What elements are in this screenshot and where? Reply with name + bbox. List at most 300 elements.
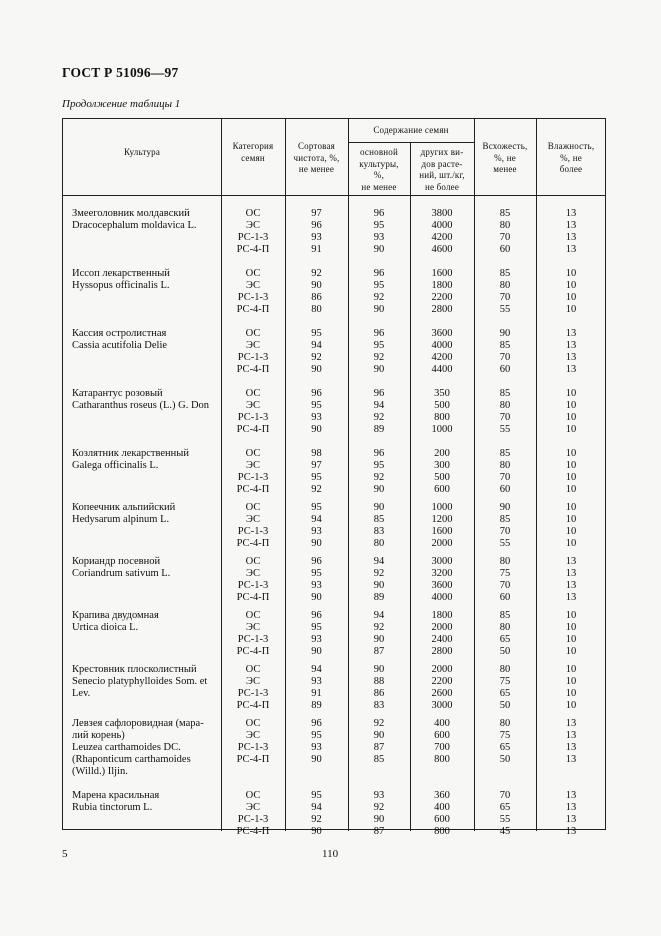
culture-name-line: Копеечник альпийский [72,502,176,513]
category-cell [221,790,285,838]
germination-cell-value: 65 [499,634,511,645]
category-cell-value: РС-4-П [236,364,270,375]
header-divider [63,195,605,196]
other-species-cell-value: 500 [434,472,450,483]
purity-cell-value: 91 [311,244,322,255]
other-species-cell-value: 3600 [431,580,453,591]
germination-cell-value: 65 [499,742,511,753]
moisture-cell-value: 13 [565,730,577,741]
germination-cell-value: 70 [499,472,511,483]
category-cell-value: ЭС [246,568,260,579]
culture-name-line: Cassia acutifolia Delie [72,340,168,351]
germination-cell-value: 85 [499,208,511,219]
category-cell-value: РС-4-П [236,646,270,657]
other-species-cell-value: 4400 [431,364,453,375]
moisture-cell-value: 10 [565,292,577,303]
main-culture-cell-value: 96 [373,448,385,459]
category-cell-value: РС-1-3 [237,232,269,243]
purity-cell-value: 94 [311,802,322,813]
germination-cell-value: 60 [499,244,511,255]
moisture-cell-value: 10 [565,304,577,315]
main-culture-cell-value: 83 [373,700,385,711]
purity-cell-value: 90 [311,754,322,765]
germination-cell-value: 80 [499,280,511,291]
moisture-cell-value: 13 [565,568,577,579]
main-culture-cell-value: 95 [373,340,385,351]
germination-cell [474,448,536,496]
main-culture-cell-value: 96 [373,208,385,219]
other-species-cell-value: 3000 [431,556,453,567]
germination-cell-value: 90 [499,328,511,339]
moisture-cell [536,664,606,712]
purity-cell-value: 90 [311,364,322,375]
main-culture-cell-value: 88 [373,676,385,687]
culture-name [72,790,159,814]
category-cell-value: РС-4-П [236,826,270,837]
category-cell-value: ЭС [246,340,260,351]
moisture-cell [536,790,606,838]
other-species-cell [410,664,474,712]
culture-name [72,556,170,580]
category-cell-value: РС-1-3 [237,352,269,363]
header-culture: Культура [123,147,161,157]
germination-cell [474,328,536,376]
purity-cell-value: 96 [311,610,322,621]
main-culture-cell-value: 87 [373,742,385,753]
main-culture-cell [348,502,410,550]
main-culture-cell-value: 93 [373,790,385,801]
culture-name-line: Иссоп лекарственный [72,268,170,279]
culture-name-line: Марена красильная [72,790,160,801]
germination-cell-value: 85 [499,268,511,279]
germination-cell-value: 55 [499,424,511,435]
category-cell-value: РС-1-3 [237,814,269,825]
moisture-cell [536,328,606,376]
main-culture-cell-value: 87 [373,646,385,657]
main-culture-cell-value: 80 [373,538,385,549]
moisture-cell [536,556,606,604]
main-culture-cell-value: 90 [373,634,385,645]
culture-name-line: Кориандр посевной [72,556,161,567]
moisture-cell-value: 13 [565,814,577,825]
purity-cell-value: 80 [311,304,322,315]
main-culture-cell-value: 94 [373,556,385,567]
other-species-cell-value: 1800 [431,280,453,291]
other-species-cell [410,208,474,256]
moisture-cell-value: 13 [565,718,577,729]
main-culture-cell-value: 90 [373,580,385,591]
moisture-cell [536,208,606,256]
germination-cell-value: 50 [499,700,511,711]
moisture-cell-value: 10 [565,538,577,549]
main-culture-cell-value: 92 [373,622,385,633]
culture-name-line: Крапива двудомная [72,610,159,621]
purity-cell [285,556,348,604]
culture-name-line: (Rhaponticum carthamoides [72,754,191,765]
purity-cell-value: 90 [311,538,322,549]
category-cell-value: ЭС [246,280,260,291]
category-cell-value: ОС [245,556,261,567]
purity-cell-value: 96 [311,718,322,729]
header-germination: Всхожесть, %, не менее [482,141,528,174]
purity-cell-value: 96 [311,388,322,399]
other-species-cell [410,502,474,550]
category-cell-value: РС-4-П [236,484,270,495]
moisture-cell-value: 13 [565,244,577,255]
culture-name-line: Catharanthus roseus (L.) G. Don [72,400,210,411]
main-culture-cell-value: 90 [373,304,385,315]
culture-name-line: Змееголовник молдавский [72,208,190,219]
category-cell-value: РС-4-П [236,538,270,549]
category-cell-value: РС-4-П [236,700,270,711]
germination-cell-value: 85 [499,388,511,399]
moisture-cell-value: 10 [565,700,577,711]
other-species-cell-value: 3000 [431,700,453,711]
other-species-cell-value: 4200 [431,232,453,243]
category-cell-value: ЭС [246,220,260,231]
moisture-cell-value: 10 [565,472,577,483]
culture-name [72,448,189,472]
germination-cell-value: 80 [499,664,511,675]
purity-cell-value: 95 [311,472,322,483]
culture-name [72,502,175,526]
culture-name [72,268,170,292]
main-culture-cell-value: 95 [373,220,385,231]
moisture-cell-value: 10 [565,424,577,435]
other-species-cell-value: 600 [434,814,450,825]
main-culture-cell-value: 92 [373,568,385,579]
moisture-cell-value: 13 [565,328,577,339]
germination-cell-value: 70 [499,352,511,363]
main-culture-cell [348,448,410,496]
other-species-cell-value: 800 [434,412,450,423]
moisture-cell-value: 10 [565,280,577,291]
category-cell-value: ЭС [246,802,260,813]
header-seed-content: Содержание семян [373,125,449,135]
germination-cell-value: 70 [499,790,511,801]
moisture-cell-value: 13 [565,556,577,567]
germination-cell [474,556,536,604]
purity-cell [285,328,348,376]
purity-cell-value: 93 [311,742,322,753]
moisture-cell-value: 10 [565,388,577,399]
culture-name-line: Крестовник плосколистный [72,664,197,675]
moisture-cell-value: 13 [565,802,577,813]
moisture-cell [536,610,606,658]
purity-cell-value: 93 [311,676,322,687]
other-species-cell-value: 4200 [431,352,453,363]
moisture-cell-value: 13 [565,232,577,243]
other-species-cell-value: 500 [434,400,450,411]
germination-cell-value: 65 [499,802,511,813]
culture-name [72,664,207,700]
purity-cell [285,448,348,496]
header-main-culture: основной культуры, %, не менее [359,147,399,192]
main-culture-cell-value: 85 [373,754,385,765]
culture-name-line: Coriandrum sativum L. [72,568,171,579]
other-species-cell-value: 300 [434,460,450,471]
other-species-cell-value: 4000 [431,220,453,231]
other-species-cell-value: 3600 [431,328,453,339]
culture-name-line: Левзея сафлоровидная (мара- [72,718,204,729]
category-cell-value: ОС [245,664,261,675]
germination-cell-value: 85 [499,514,511,525]
main-culture-cell-value: 90 [373,484,385,495]
category-cell-value: ОС [245,718,261,729]
main-culture-cell [348,664,410,712]
moisture-cell-value: 10 [565,502,577,513]
footer-left-number: 5 [62,848,68,860]
other-species-cell [410,610,474,658]
moisture-cell-value: 13 [565,340,577,351]
other-species-cell-value: 1000 [431,502,453,513]
germination-cell-value: 80 [499,718,511,729]
main-culture-cell-value: 90 [373,814,385,825]
purity-cell-value: 95 [311,328,322,339]
culture-name-line: Leuzea carthamoides DC. [72,742,181,753]
other-species-cell-value: 2400 [431,634,453,645]
moisture-cell-value: 13 [565,592,577,603]
other-species-cell-value: 1600 [431,268,453,279]
moisture-cell-value: 10 [565,268,577,279]
other-species-cell-value: 3200 [431,568,453,579]
culture-name-line: Hedysarum alpinum L. [72,514,170,525]
germination-cell-value: 80 [499,556,511,567]
main-culture-cell-value: 95 [373,280,385,291]
moisture-cell [536,388,606,436]
moisture-cell-value: 13 [565,220,577,231]
other-species-cell-value: 1600 [431,526,453,537]
culture-name-line: Urtica dioica L. [72,622,139,633]
moisture-cell-value: 10 [565,484,577,495]
germination-cell-value: 55 [499,814,511,825]
culture-name-line: (Willd.) Iljin. [72,766,128,777]
category-cell [221,448,285,496]
germination-cell [474,268,536,316]
purity-cell [285,268,348,316]
other-species-cell-value: 2000 [431,664,453,675]
culture-name-line: Lev. [72,688,91,699]
germination-cell-value: 85 [499,610,511,621]
purity-cell-value: 92 [311,352,322,363]
header-category: Категория семян [232,141,274,163]
germination-cell-value: 70 [499,232,511,243]
category-cell-value: ОС [245,790,261,801]
culture-name-line: Galega officinalis L. [72,460,159,471]
main-culture-cell-value: 87 [373,826,385,837]
category-cell-value: РС-4-П [236,592,270,603]
main-culture-cell [348,268,410,316]
moisture-cell-value: 13 [565,364,577,375]
category-cell-value: ОС [245,328,261,339]
purity-cell-value: 97 [311,460,322,471]
other-species-cell [410,328,474,376]
main-culture-cell-value: 92 [373,412,385,423]
culture-name [72,328,167,352]
purity-cell-value: 98 [311,448,322,459]
category-cell-value: РС-1-3 [237,688,269,699]
purity-cell-value: 90 [311,826,322,837]
culture-name [72,718,204,778]
culture-name-line: Кассия остролистная [72,328,167,339]
category-cell-value: ЭС [246,400,260,411]
germination-cell-value: 80 [499,220,511,231]
category-cell-value: РС-1-3 [237,742,269,753]
purity-cell-value: 95 [311,790,322,801]
moisture-cell-value: 13 [565,352,577,363]
germination-cell-value: 50 [499,754,511,765]
category-cell-value: РС-4-П [236,424,270,435]
moisture-cell-value: 10 [565,664,577,675]
purity-cell-value: 92 [311,268,322,279]
purity-cell-value: 92 [311,814,322,825]
purity-cell [285,388,348,436]
main-culture-cell-value: 93 [373,232,385,243]
other-species-cell-value: 3800 [431,208,453,219]
category-cell-value: ЭС [246,622,260,633]
other-species-cell-value: 2600 [431,688,453,699]
main-culture-cell-value: 96 [373,328,385,339]
purity-cell-value: 90 [311,592,322,603]
purity-cell [285,208,348,256]
germination-cell [474,502,536,550]
moisture-cell [536,448,606,496]
germination-cell [474,790,536,838]
germination-cell-value: 75 [499,676,511,687]
main-culture-cell [348,610,410,658]
germination-cell [474,388,536,436]
purity-cell-value: 95 [311,568,322,579]
main-culture-cell-value: 96 [373,388,385,399]
purity-cell-value: 91 [311,688,322,699]
moisture-cell-value: 10 [565,634,577,645]
moisture-cell-value: 13 [565,790,577,801]
purity-cell-value: 90 [311,424,322,435]
moisture-cell-value: 10 [565,514,577,525]
moisture-cell-value: 13 [565,580,577,591]
purity-cell-value: 95 [311,502,322,513]
other-species-cell [410,448,474,496]
germination-cell-value: 60 [499,484,511,495]
other-species-cell [410,268,474,316]
purity-cell [285,664,348,712]
main-culture-cell-value: 85 [373,514,385,525]
moisture-cell-value: 10 [565,448,577,459]
moisture-cell-value: 10 [565,622,577,633]
category-cell [221,556,285,604]
purity-cell-value: 93 [311,232,322,243]
purity-cell-value: 97 [311,208,322,219]
other-species-cell-value: 1200 [431,514,453,525]
category-cell-value: РС-1-3 [237,634,269,645]
other-species-cell [410,556,474,604]
category-cell [221,328,285,376]
category-cell-value: ЭС [246,676,260,687]
purity-cell-value: 93 [311,580,322,591]
purity-cell [285,610,348,658]
main-culture-cell [348,388,410,436]
main-culture-cell-value: 92 [373,472,385,483]
other-species-cell-value: 800 [434,754,450,765]
moisture-cell [536,502,606,550]
moisture-cell-value: 10 [565,646,577,657]
purity-cell-value: 95 [311,730,322,741]
germination-cell [474,664,536,712]
germination-cell-value: 50 [499,646,511,657]
purity-cell-value: 93 [311,634,322,645]
culture-name-line: Катарантус розовый [72,388,163,399]
main-culture-cell-value: 90 [373,730,385,741]
other-species-cell-value: 400 [434,718,450,729]
germination-cell-value: 60 [499,364,511,375]
purity-cell-value: 86 [311,292,322,303]
category-cell [221,208,285,256]
page-number: 110 [322,848,339,860]
germination-cell-value: 70 [499,526,511,537]
main-culture-cell-value: 94 [373,610,385,621]
moisture-cell-value: 10 [565,412,577,423]
germination-cell-value: 65 [499,688,511,699]
germination-cell-value: 75 [499,568,511,579]
seed-quality-table [62,118,606,837]
purity-cell-value: 90 [311,646,322,657]
subheader-divider [348,142,474,143]
moisture-cell-value: 13 [565,742,577,753]
other-species-cell-value: 2200 [431,676,453,687]
main-culture-cell-value: 92 [373,718,385,729]
moisture-cell [536,718,606,766]
purity-cell [285,502,348,550]
category-cell [221,664,285,712]
germination-cell-value: 45 [499,826,511,837]
germination-cell-value: 70 [499,580,511,591]
category-cell-value: ЭС [246,730,260,741]
header-moisture: Влажность, %, не более [547,141,595,174]
other-species-cell-value: 2800 [431,646,453,657]
category-cell-value: ОС [245,208,261,219]
main-culture-cell-value: 96 [373,268,385,279]
main-culture-cell [348,718,410,766]
germination-cell [474,208,536,256]
germination-cell [474,718,536,766]
other-species-cell-value: 2000 [431,622,453,633]
main-culture-cell-value: 92 [373,352,385,363]
culture-name-line: Козлятник лекарственный [72,448,189,459]
main-culture-cell-value: 83 [373,526,385,537]
purity-cell-value: 94 [311,340,322,351]
purity-cell-value: 93 [311,526,322,537]
germination-cell-value: 85 [499,448,511,459]
purity-cell-value: 92 [311,484,322,495]
other-species-cell-value: 800 [434,826,450,837]
germination-cell-value: 70 [499,292,511,303]
header-other-species: других ви- дов расте- ний, шт./кг, не более [419,147,465,192]
main-culture-cell-value: 89 [373,592,385,603]
germination-cell-value: 80 [499,622,511,633]
category-cell-value: ЭС [246,514,260,525]
purity-cell-value: 90 [311,280,322,291]
other-species-cell-value: 1000 [431,424,453,435]
category-cell-value: РС-4-П [236,244,270,255]
category-cell-value: РС-4-П [236,754,270,765]
category-cell-value: РС-4-П [236,304,270,315]
other-species-cell-value: 600 [434,730,450,741]
germination-cell-value: 55 [499,304,511,315]
germination-cell-value: 55 [499,538,511,549]
purity-cell-value: 95 [311,400,322,411]
table-continuation-caption: Продолжение таблицы 1 [62,98,181,110]
germination-cell-value: 90 [499,502,511,513]
